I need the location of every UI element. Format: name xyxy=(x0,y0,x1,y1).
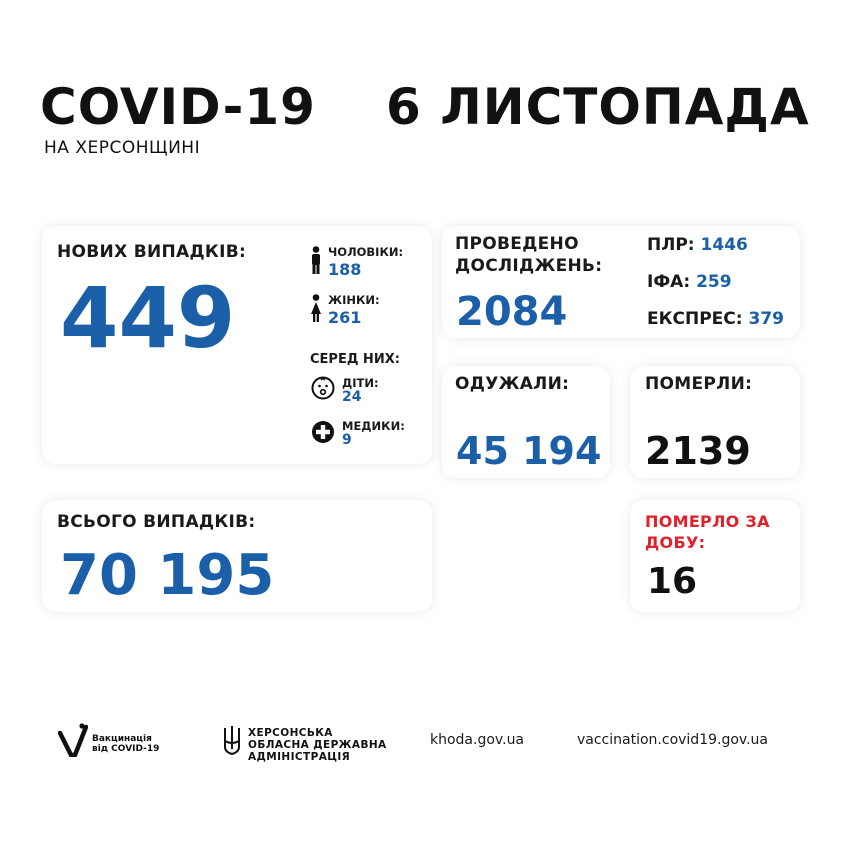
men-label: ЧОЛОВІКИ: xyxy=(328,245,404,259)
ifa-value: 259 xyxy=(696,272,732,292)
vaccination-logo-text xyxy=(92,734,159,755)
new-cases-label: НОВИХ ВИПАДКІВ: xyxy=(57,242,247,262)
admin-line2: ОБЛАСНА ДЕРЖАВНА xyxy=(248,739,387,752)
recovered-value: 45 194 xyxy=(456,429,602,473)
among-label: СЕРЕД НИХ: xyxy=(310,352,400,367)
express-label: ЕКСПРЕС: xyxy=(647,309,743,329)
died-day-label-line2: ДОБУ: xyxy=(645,533,706,552)
died-card xyxy=(630,366,800,478)
plr-value: 1446 xyxy=(700,235,748,255)
tests-label-line1: ПРОВЕДЕНО xyxy=(455,234,579,254)
medical-cross-icon xyxy=(311,420,335,444)
vaccination-line2: від COVID-19 xyxy=(92,744,160,755)
ifa-row xyxy=(647,272,732,292)
total-cases-card xyxy=(42,500,432,612)
page-subtitle: НА ХЕРСОНЩИНІ xyxy=(44,138,201,158)
page-title: COVID-19 xyxy=(40,78,316,136)
children-value: 24 xyxy=(342,389,362,405)
died-day-card xyxy=(630,500,800,612)
khoda-link[interactable]: khoda.gov.ua xyxy=(430,732,525,748)
tests-value: 2084 xyxy=(456,289,568,335)
men-value: 188 xyxy=(328,260,362,279)
total-cases-value: 70 195 xyxy=(60,543,275,608)
total-cases-label: ВСЬОГО ВИПАДКІВ: xyxy=(57,512,256,532)
new-cases-value: 449 xyxy=(60,269,236,367)
admin-line1: ХЕРСОНСЬКА xyxy=(248,727,333,739)
man-icon xyxy=(310,246,322,274)
vaccination-link[interactable]: vaccination.covid19.gov.ua xyxy=(577,732,769,748)
trident-emblem-icon xyxy=(222,725,242,757)
women-label: ЖІНКИ: xyxy=(328,293,380,307)
tests-label-line2: ДОСЛІДЖЕНЬ: xyxy=(455,256,603,276)
children-label: ДІТИ: xyxy=(342,376,379,390)
died-value: 2139 xyxy=(645,429,751,473)
express-value: 379 xyxy=(748,309,784,329)
woman-icon xyxy=(310,294,322,322)
medics-value: 9 xyxy=(342,432,352,448)
admin-logo-text xyxy=(248,727,387,763)
new-cases-card xyxy=(42,226,432,464)
admin-line3: АДМІНІСТРАЦІЯ xyxy=(248,751,351,764)
died-label: ПОМЕРЛИ: xyxy=(645,374,753,394)
ifa-label: ІФА: xyxy=(647,272,691,292)
women-value: 261 xyxy=(328,308,362,327)
plr-label: ПЛР: xyxy=(647,235,695,255)
tests-card xyxy=(442,226,800,338)
express-row xyxy=(647,309,784,329)
baby-icon xyxy=(311,376,335,400)
recovered-label: ОДУЖАЛИ: xyxy=(455,374,570,394)
medics-label: МЕДИКИ: xyxy=(342,419,405,433)
plr-row xyxy=(647,235,748,255)
recovered-card xyxy=(442,366,610,478)
died-day-label-line1: ПОМЕРЛО ЗА xyxy=(645,512,770,531)
vaccination-line1: Вакцинація xyxy=(92,734,152,744)
vaccination-logo-icon xyxy=(58,723,88,757)
died-day-value: 16 xyxy=(647,561,698,602)
report-date: 6 ЛИСТОПАДА xyxy=(386,78,810,136)
